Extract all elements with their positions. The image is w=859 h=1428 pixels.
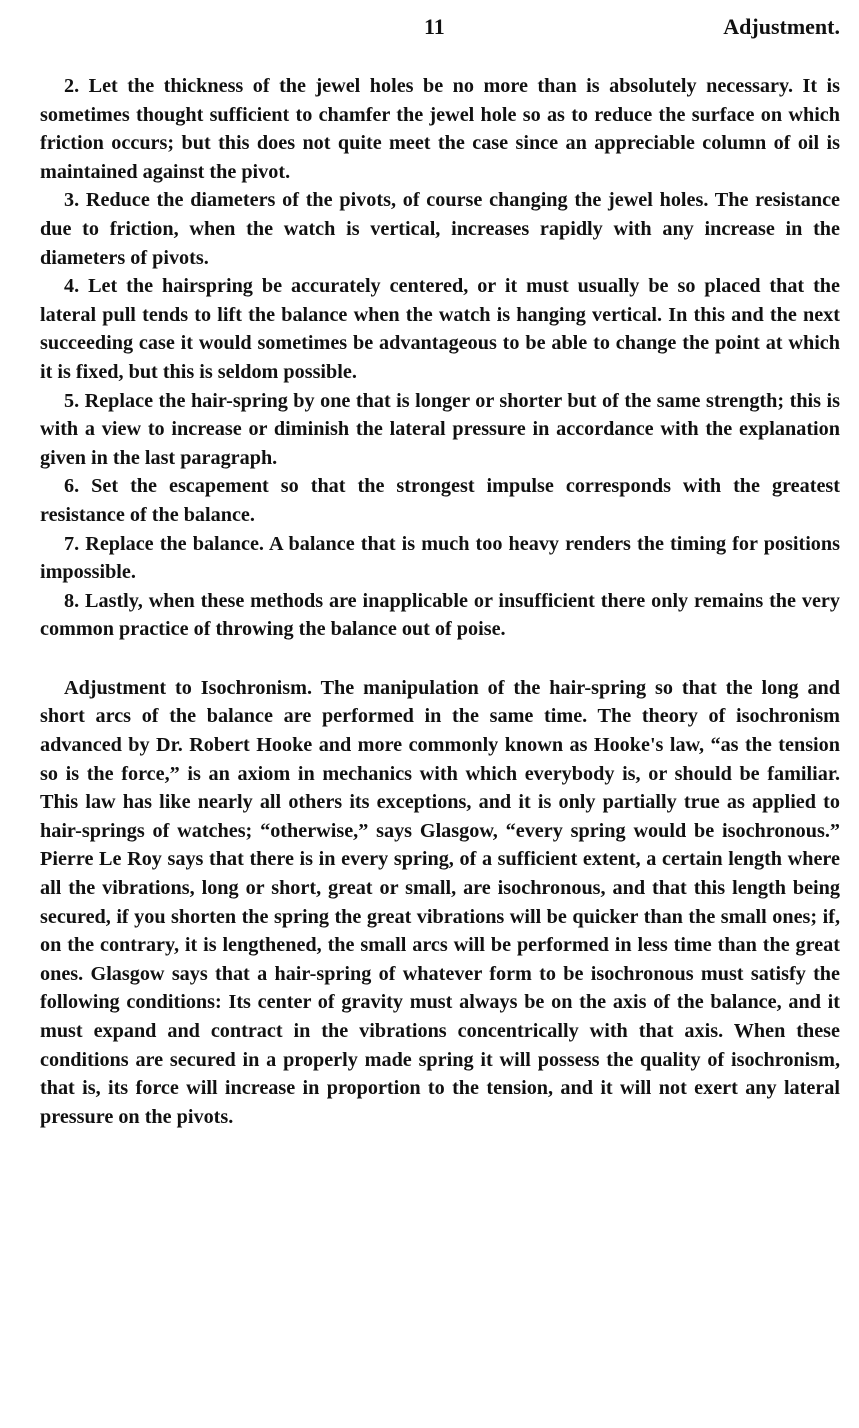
list-item: 5. Replace the hair-spring by one that is longer or shorter but of the same strength; this is with a view to increase or diminish the lateral pressure in accordance with the explanation given in the last paragraph. [40,389,840,469]
running-head: Adjustment. [723,14,840,39]
numbered-list [40,72,840,644]
list-item: 8. Lastly, when these methods are inapplicable or insufficient there only remains the very common practice of throwing the balance out of poise. [40,589,840,641]
isochronism-section [40,674,840,1132]
list-item: 3. Reduce the diameters of the pivots, of course changing the jewel holes. The resistance due to friction, when the watch is vertical, increases rapidly with any increase in the diameters of pivots. [40,189,840,269]
section-body: The manipulation of the hair-spring so that the long and short arcs of the balance are performed in the same time. The theory of isochronism advanced by Dr. Robert Hooke and more commonly known as Hooke's law, “as the tension so is the force,” is an axiom in mechanics with which everybody is, or should be familiar. This law has like nearly all others its exceptions, and it is only partially true as applied to hair-springs of watches; “otherwise,” says Glasgow, “every spring would be isochronous.” Pierre Le Roy says that there is in every spring, of a sufficient extent, a certain length where all the vibrations, long or short, great or small, are isochronous, and that this length being secured, if you shorten the spring the great vibrations will be quicker than the small ones; if, on the contrary, it is lengthened, the small arcs will be performed in less time than the great ones. Glasgow says that a hair-spring of whatever form to be isochronous must satisfy the following conditions: Its center of gravity must always be on the axis of the balance, and it must expand and contract in the vibrations concentrically with that axis. When these conditions are secured in a properly made spring it will possess the quality of isochronism, that is, its force will increase in proportion to the tension, and it will not exert any lateral pressure on the pivots. [40,676,840,1128]
section-paragraph [40,674,840,1132]
section-title: Adjustment to Isochronism. [64,676,312,699]
list-item: 2. Let the thickness of the jewel holes be no more than is absolutely necessary. It is sometimes thought sufficient to chamfer the jewel hole so as to reduce the surface on which friction occurs; but this does not quite meet the case since an appreciable column of oil is maintained against the pivot. [40,75,840,183]
page-header [40,14,840,48]
list-item: 6. Set the escapement so that the strongest impulse corresponds with the greatest resistance of the balance. [40,475,840,526]
page-number: 11 [424,14,445,39]
list-item: 7. Replace the balance. A balance that is much too heavy renders the timing for positions impossible. [40,532,840,584]
book-page [40,0,840,1428]
list-item: 4. Let the hairspring be accurately centered, or it must usually be so placed that the lateral pull tends to lift the balance when the watch is hanging vertical. In this and the next succeeding case it would sometimes be advantageous to be able to change the point at which it is fixed, but this is seldom possible. [40,275,840,383]
page-body [40,72,840,1131]
